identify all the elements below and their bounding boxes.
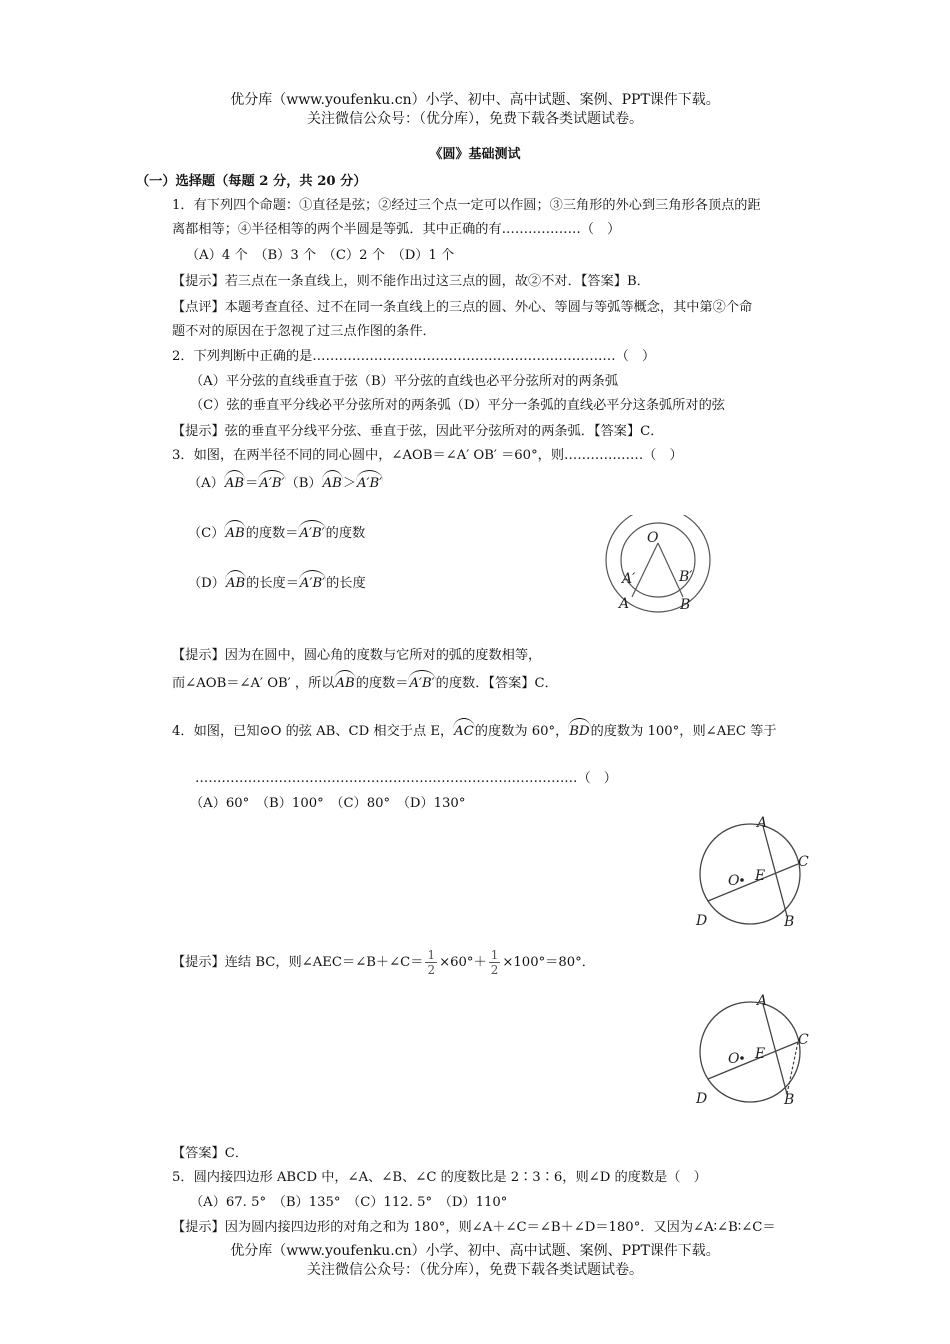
label-b: B (680, 597, 691, 613)
q4-line-2: ……………………………………………………………………………（ ） (195, 771, 617, 786)
q3-opt-d-mid: 的长度＝ (246, 576, 299, 591)
footer-line-1: 优分库（www.youfenku.cn）小学、初中、高中试题、案例、PPT课件下载。 (230, 1243, 720, 1259)
frac-denominator: 2 (427, 963, 436, 977)
q3-concentric-circles-figure (595, 515, 725, 615)
arc-a1b1: A′B′ (300, 570, 325, 591)
arc-ab: AB (335, 670, 354, 691)
footer-line-2: 关注微信公众号：（优分库），免费下载各类试题试卷。 (307, 1262, 643, 1278)
q1-line-2: 离都相等；④半径相等的两个半圆是等弧．其中正确的有………………（ ） (172, 222, 621, 237)
frac-denominator: 2 (490, 963, 499, 977)
q4-hint-b: ×60°＋ (439, 955, 487, 970)
greater-sign: ＞ (342, 476, 356, 491)
label-b: B (784, 914, 795, 930)
frac-numerator: 1 (490, 948, 499, 962)
q4-line-1b: 的度数为 60°， (474, 724, 569, 739)
fraction-one-half (425, 948, 437, 977)
q3-opt-a-label: （A） (188, 476, 224, 491)
chord-ab (763, 826, 787, 916)
chord-cd (708, 1042, 798, 1079)
label-d: D (696, 913, 708, 929)
q3-opt-b-label: （B） (285, 476, 322, 491)
q2-line-1: 2．下列判断中正确的是……………………………………………………………（ ） (172, 349, 656, 364)
label-d: D (696, 1091, 708, 1107)
q4-hint-c: ×100°＝80°． (502, 955, 595, 970)
label-a-prime: A′ (622, 571, 636, 587)
equals-sign: ＝ (245, 476, 259, 491)
q4-line-1 (172, 718, 777, 739)
radius-oa (632, 543, 658, 597)
q4-hint-a: 【提示】连结 BC，则∠AEC＝∠B＋∠C＝ (172, 955, 424, 970)
q4-answer: 【答案】C． (172, 1146, 249, 1161)
q3-hint-2c: 的度数．【答案】C． (435, 676, 558, 691)
label-a: A (757, 815, 768, 831)
header-line-1: 优分库（www.youfenku.cn）小学、初中、高中试题、案例、PPT课件下载。 (230, 92, 720, 108)
q3-hint-2a: 而∠AOB＝∠A′ OB′ ，所以 (172, 676, 335, 691)
arc-a1b1: A′B′ (409, 670, 434, 691)
label-o: O (728, 873, 740, 889)
section-heading: （一）选择题（每题 2 分，共 20 分） (136, 174, 367, 189)
q2-options-cd: （C）弦的垂直平分线必平分弦所对的两条弧（D）平分一条弧的直线必平分这条弧所对的弦 (190, 398, 725, 413)
q4-hint (172, 948, 595, 977)
q3-line-1: 3．如图，在两半径不同的同心圆中，∠AOB＝∠A′ OB′ ＝60°，则………………（ ） (172, 448, 683, 463)
q4-options: （A）60° （B）100° （C）80° （D）130° (190, 796, 466, 811)
center-dot (740, 1056, 744, 1060)
q3-option-d (188, 570, 366, 591)
arc-bd: BD (569, 718, 589, 739)
q3-opt-c-mid: 的度数＝ (245, 526, 299, 541)
q4-line-1c: 的度数为 100°，则∠AEC 等于 (590, 724, 777, 739)
q3-option-ab (188, 470, 383, 491)
arc-a1b1: A′B′ (357, 470, 382, 491)
q4-circle-figure (690, 812, 820, 932)
label-c: C (798, 1032, 809, 1048)
q3-hint-2 (172, 670, 558, 691)
q3-hint-1: 【提示】因为在圆中，圆心角的度数与它所对的弧的度数相等， (172, 648, 542, 663)
arc-ab: AB (225, 520, 244, 541)
q5-hint: 【提示】因为圆内接四边形的对角之和为 180°，则∠A＋∠C＝∠B＋∠D＝180°．又因为∠A∶∠B∶∠C＝ (172, 1220, 776, 1235)
chord-cd (708, 864, 798, 901)
q5-options: （A）67. 5° （B）135° （C）112. 5° （D）110° (190, 1195, 508, 1210)
q5-line-1: 5．圆内接四边形 ABCD 中，∠A、∠B、∠C 的度数比是 2∶3∶6，则∠D 的度数是（ ） (172, 1170, 707, 1185)
page-title: 《圆》基础测试 (429, 147, 521, 162)
q3-opt-d-label: （D） (188, 576, 225, 591)
label-a: A (619, 596, 630, 612)
q1-comment-1: 【点评】本题考查直径、过不在同一条直线上的三点的圆、外心、等圆与等弧等概念，其中第②个命 (172, 300, 753, 315)
q3-opt-d-end: 的长度 (326, 576, 366, 591)
q3-option-c (188, 520, 365, 541)
label-o: O (728, 1051, 740, 1067)
fraction-one-half (489, 948, 501, 977)
arc-ab: AB (225, 470, 244, 491)
label-o: O (647, 530, 659, 546)
q1-comment-2: 题不对的原因在于忽视了过三点作图的条件． (172, 324, 436, 339)
label-b-prime: B′ (679, 569, 693, 585)
arc-ab: AB (226, 570, 245, 591)
q2-options-ab: （A）平分弦的直线垂直于弦（B）平分弦的直线也必平分弦所对的两条弧 (190, 374, 619, 389)
arc-ab: AB (323, 470, 342, 491)
q2-hint: 【提示】弦的垂直平分线平分弦、垂直于弦，因此平分弦所对的两条弧．【答案】C． (172, 424, 664, 439)
arc-a1b1: A′B′ (259, 470, 284, 491)
label-c: C (798, 854, 809, 870)
q3-hint-2b: 的度数＝ (355, 676, 409, 691)
chord-ab (763, 1004, 787, 1094)
q1-hint: 【提示】若三点在一条直线上，则不能作出过这三点的圆，故②不对．【答案】B． (172, 274, 650, 289)
frac-numerator: 1 (427, 948, 436, 962)
arc-a1b1: A′B′ (299, 520, 324, 541)
q1-options: （A）4 个 （B）3 个 （C）2 个 （D）1 个 (186, 248, 455, 263)
arc-ac: AC (454, 718, 474, 739)
label-a: A (757, 993, 768, 1009)
label-e: E (755, 1046, 766, 1062)
header-line-2: 关注微信公众号：（优分库），免费下载各类试题试卷。 (307, 111, 643, 127)
center-dot (740, 878, 744, 882)
q4-line-1a: 4．如图，已知⊙O 的弦 AB、CD 相交于点 E， (172, 724, 454, 739)
q4-circle-figure-with-bc (690, 990, 820, 1110)
q3-opt-c-end: 的度数 (325, 526, 366, 541)
label-b: B (784, 1092, 795, 1108)
q3-opt-c-label: （C） (188, 526, 225, 541)
segment-bc (787, 1042, 798, 1094)
label-e: E (755, 868, 766, 884)
q1-line-1: 1．有下列四个命题：①直径是弦；②经过三个点一定可以作圆；③三角形的外心到三角形各顶点的距 (172, 198, 761, 213)
